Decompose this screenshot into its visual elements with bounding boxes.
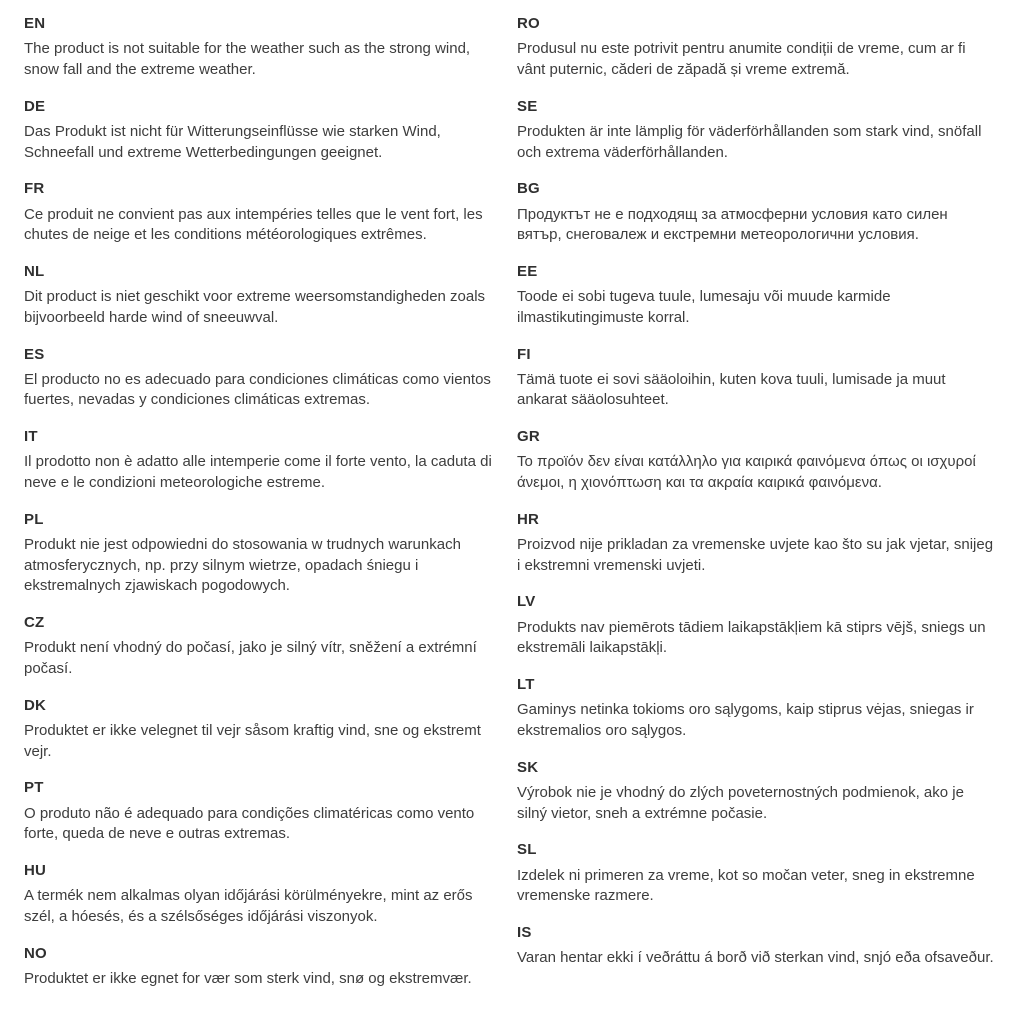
language-entry-pl xyxy=(24,510,503,597)
language-entry-fr xyxy=(24,179,503,246)
language-code: FI xyxy=(517,345,531,363)
language-entry-fi xyxy=(517,345,996,412)
warning-text: Продуктът не е подходящ за атмосферни условия като силен вятър, снеговалеж и екстремни метеорологични условия. xyxy=(517,205,948,244)
language-entry-en xyxy=(24,14,503,81)
language-entry-ee xyxy=(517,262,996,329)
language-entry-bg xyxy=(517,179,996,246)
warning-text: Toode ei sobi tugeva tuule, lumesaju või muude karmide ilmastikutingimuste korral. xyxy=(517,288,891,326)
language-entry-sk xyxy=(517,758,996,825)
warning-text: Proizvod nije prikladan za vremenske uvjete kao što su jak vjetar, snijeg i ekstremni vremenski uvjeti. xyxy=(517,536,994,574)
language-entry-is xyxy=(517,923,996,969)
language-entry-lt xyxy=(517,675,996,742)
warning-text: Produsul nu este potrivit pentru anumite condiții de vreme, cum ar fi vânt puternic, căderi de zăpadă și vreme extremă. xyxy=(517,40,966,78)
language-code: LT xyxy=(517,676,535,693)
warning-text: Produkt není vhodný do počasí, jako je silný vítr, sněžení a extrémní počasí. xyxy=(24,639,477,677)
warning-text: Το προϊόν δεν είναι κατάλληλο για καιρικά φαινόμενα όπως οι ισχυροί άνεμοι, η χιονόπτωση και τα ακραία καιρικά φαινόμενα. xyxy=(517,453,976,492)
language-code: HU xyxy=(24,861,47,879)
language-code: SE xyxy=(517,97,538,115)
language-code: GR xyxy=(517,428,540,446)
language-code: DE xyxy=(24,97,46,115)
language-code: NO xyxy=(24,944,47,962)
language-code: IT xyxy=(24,428,38,446)
language-entry-ro xyxy=(517,14,996,81)
warning-text: Dit product is niet geschikt voor extreme weersomstandigheden zoals bijvoorbeeld harde wind of sneeuwval. xyxy=(24,288,486,326)
warning-text: Ce produit ne convient pas aux intempéries telles que le vent fort, les chutes de neige et les conditions météorologiques extrêmes. xyxy=(24,205,483,244)
language-code: CZ xyxy=(24,614,45,632)
warning-text: Izdelek ni primeren za vreme, kot so močan veter, sneg in ekstremne vremenske razmere. xyxy=(517,866,975,905)
warning-text: Gaminys netinka tokioms oro sąlygoms, kaip stiprus vėjas, sniegas ir ekstremalios oro sąlygos. xyxy=(517,701,974,739)
language-entry-it xyxy=(24,427,503,494)
language-code: IS xyxy=(517,923,532,941)
warning-text: El producto no es adecuado para condiciones climáticas como vientos fuertes, nevadas y condiciones climáticas extremas. xyxy=(24,370,491,409)
language-code: SL xyxy=(517,841,537,859)
language-code: BG xyxy=(517,180,540,198)
language-code: LV xyxy=(517,593,536,611)
language-code: DK xyxy=(24,696,47,714)
language-entry-de xyxy=(24,97,503,164)
language-entry-no xyxy=(24,944,503,990)
warning-text: Produktet er ikke egnet for vær som sterk vind, snø og ekstremvær. xyxy=(24,969,472,987)
language-entry-hu xyxy=(24,861,503,928)
language-entry-hr xyxy=(517,510,996,577)
language-code: ES xyxy=(24,345,45,363)
language-code: SK xyxy=(517,758,539,776)
warning-text: Produkt nie jest odpowiedni do stosowania w trudnych warunkach atmosferycznych, np. przy silnym wietrze, opadach śniegu i ekstremalnych zjawiskach pogodowych. xyxy=(24,536,461,595)
warning-text: A termék nem alkalmas olyan időjárási körülményekre, mint az erős szél, a hóesés, és a szélsőséges időjárási viszonyok. xyxy=(24,887,473,925)
warning-text: Produkts nav piemērots tādiem laikapstākļiem kā stiprs vējš, sniegs un ekstremāli laikapstākļi. xyxy=(517,618,986,657)
warning-text: Das Produkt ist nicht für Witterungseinflüsse wie starken Wind, Schneefall und extreme Wetterbedingungen geeignet. xyxy=(24,122,441,161)
right-column xyxy=(517,14,996,1024)
language-code: PL xyxy=(24,510,44,528)
language-code: HR xyxy=(517,510,540,528)
language-code: EN xyxy=(24,15,46,32)
language-code: PT xyxy=(24,779,44,797)
warning-text: Výrobok nie je vhodný do zlých poveternostných podmienok, ako je silný vietor, sneh a extrémne počasie. xyxy=(517,783,964,822)
language-code: EE xyxy=(517,262,538,280)
language-entry-sl xyxy=(517,840,996,907)
language-code: RO xyxy=(517,15,540,32)
warning-text: Produktet er ikke velegnet til vejr såsom kraftig vind, sne og ekstremt vejr. xyxy=(24,721,481,760)
language-entry-dk xyxy=(24,696,503,763)
language-code: NL xyxy=(24,262,45,280)
language-entry-cz xyxy=(24,613,503,680)
warning-text: O produto não é adequado para condições climatéricas como vento forte, queda de neve e outras extremas. xyxy=(24,804,475,843)
warning-text: The product is not suitable for the weather such as the strong wind, snow fall and the extreme weather. xyxy=(24,40,471,78)
language-code: FR xyxy=(24,180,45,198)
warning-text: Varan hentar ekki í veðráttu á borð við sterkan vind, snjó eða ofsaveður. xyxy=(517,949,994,967)
warning-text: Produkten är inte lämplig för väderförhållanden som stark vind, snöfall och extrema väderförhållanden. xyxy=(517,122,982,161)
language-entry-lv xyxy=(517,592,996,659)
language-entry-pt xyxy=(24,778,503,845)
language-entry-gr xyxy=(517,427,996,494)
warning-text: Il prodotto non è adatto alle intemperie come il forte vento, la caduta di neve e le condizioni meteorologiche estreme. xyxy=(24,453,492,492)
language-entry-es xyxy=(24,345,503,412)
language-entry-nl xyxy=(24,262,503,329)
left-column xyxy=(24,14,503,1024)
language-entry-se xyxy=(517,97,996,164)
warning-text: Tämä tuote ei sovi sääoloihin, kuten kova tuuli, lumisade ja muut ankarat sääolosuhteet. xyxy=(517,370,946,409)
